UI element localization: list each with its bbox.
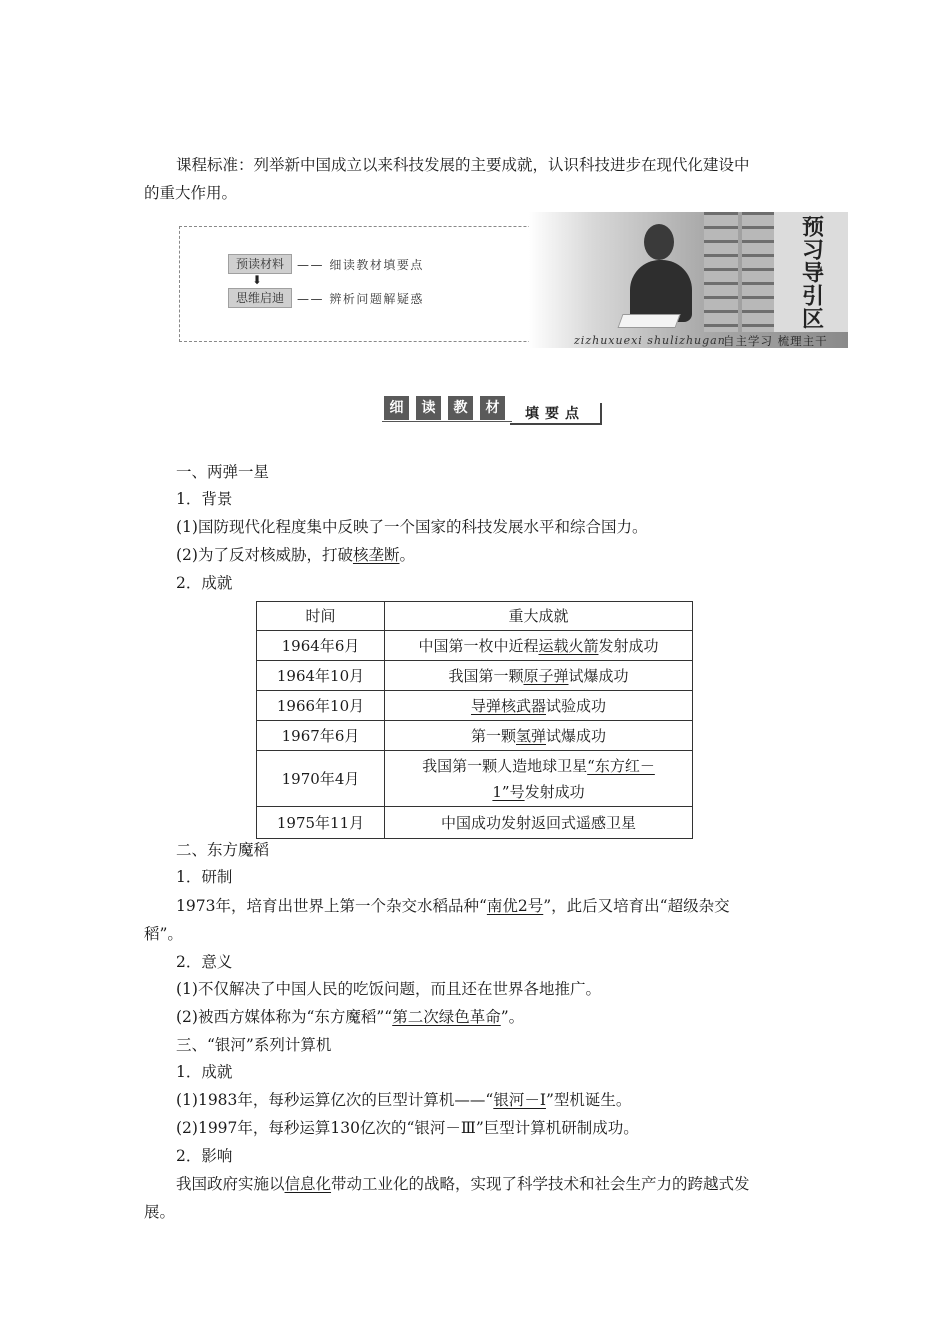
achievements-table <box>256 601 693 839</box>
paragraph-3-cont: 稻”。 <box>144 925 183 943</box>
table-row <box>257 631 693 661</box>
answer-underline: 信息化 <box>284 1175 332 1193</box>
banner-pinyin: zizhuxuexi shulizhugan <box>574 334 726 347</box>
step-preview-desc: —— 细读教材填要点 <box>297 258 424 272</box>
subheading-impact: 2．影响 <box>176 1147 233 1165</box>
paragraph-2: (2)为了反对核威胁，打破核垄断。 <box>176 546 415 564</box>
subheading-computer-achievements: 1．成就 <box>176 1063 233 1081</box>
answer-underline: 第二次绿色革命 <box>392 1008 501 1026</box>
subheading-background: 1．背景 <box>176 490 233 508</box>
subheading-achievements: 2．成就 <box>176 574 233 592</box>
table-cell-achievement: 中国成功发射返回式遥感卫星 <box>385 807 693 839</box>
table-cell-time: 1966年10月 <box>257 691 385 721</box>
heading-section-1: 一、两弹一星 <box>176 463 270 481</box>
answer-underline: 核垄断 <box>352 546 400 564</box>
course-standard-line1: 课程标准：列举新中国成立以来科技发展的主要成就，认识科技进步在现代化建设中 <box>176 156 750 174</box>
section-underline <box>382 421 512 422</box>
table-row <box>257 721 693 751</box>
paragraph-8-cont: 展。 <box>144 1203 176 1221</box>
table-cell-time: 1964年6月 <box>257 631 385 661</box>
section-chip: 材 <box>480 396 505 420</box>
step-thinking-desc: —— 辨析问题解疑惑 <box>297 292 424 306</box>
section-tail: 填要点 <box>510 403 602 425</box>
course-standard-line2: 的重大作用。 <box>144 184 238 202</box>
table-cell-achievement: 我国第一颗人造地球卫星“东方红－ 1”号发射成功 <box>385 751 693 807</box>
table-row <box>257 661 693 691</box>
table-cell-time: 1967年6月 <box>257 721 385 751</box>
answer-underline: 南优2号 <box>486 897 544 915</box>
paragraph-6: (1)1983年，每秒运算亿次的巨型计算机——“银河－Ⅰ”型机诞生。 <box>176 1091 632 1109</box>
paragraph-7: (2)1997年，每秒运算130亿次的“银河－Ⅲ”巨型计算机研制成功。 <box>176 1119 639 1137</box>
answer-underline: 银河－Ⅰ <box>493 1091 546 1109</box>
heading-section-2: 二、东方魔稻 <box>176 841 270 859</box>
table-cell-time: 1975年11月 <box>257 807 385 839</box>
paragraph-1: (1)国防现代化程度集中反映了一个国家的科技发展水平和综合国力。 <box>176 518 648 536</box>
section-chip: 读 <box>416 396 441 420</box>
section-banner <box>382 393 602 427</box>
bookshelf-icon <box>704 212 738 332</box>
subheading-significance: 2．意义 <box>176 953 233 971</box>
section-chip: 细 <box>384 396 409 420</box>
table-cell-achievement: 中国第一枚中近程运载火箭发射成功 <box>385 631 693 661</box>
subheading-research: 1．研制 <box>176 868 233 886</box>
step-thinking: 思维启迪 <box>228 288 292 308</box>
step-preview-material: 预读材料 <box>228 254 292 274</box>
section-chip: 教 <box>448 396 473 420</box>
table-row <box>257 807 693 839</box>
paragraph-4: (1)不仅解决了中国人民的吃饭问题，而且还在世界各地推广。 <box>176 980 601 998</box>
banner-side-title: 预习导引区 <box>774 212 848 332</box>
table-cell-achievement: 我国第一颗原子弹试爆成功 <box>385 661 693 691</box>
table-cell-achievement: 导弹核武器试验成功 <box>385 691 693 721</box>
arrow-down-icon: ⬇ <box>252 273 263 287</box>
heading-section-3: 三、“银河”系列计算机 <box>176 1036 332 1054</box>
preview-banner <box>179 212 848 348</box>
reading-student-icon <box>626 224 696 334</box>
table-cell-time: 1964年10月 <box>257 661 385 691</box>
paragraph-5: (2)被西方媒体称为“东方魔稻”“第二次绿色革命”。 <box>176 1008 525 1026</box>
table-row <box>257 751 693 807</box>
banner-footer-text: 自主学习 梳理主干 <box>723 334 828 348</box>
paragraph-3: 1973年，培育出世界上第一个杂交水稻品种“南优2号”，此后又培育出“超级杂交 <box>176 897 730 915</box>
paragraph-8: 我国政府实施以信息化带动工业化的战略，实现了科学技术和社会生产力的跨越式发 <box>176 1175 750 1193</box>
table-cell-achievement: 第一颗氢弹试爆成功 <box>385 721 693 751</box>
table-header-row <box>257 602 693 631</box>
bookshelf-icon <box>742 212 776 332</box>
table-row <box>257 691 693 721</box>
table-header-time: 时间 <box>257 602 385 631</box>
table-header-achievement: 重大成就 <box>385 602 693 631</box>
table-cell-time: 1970年4月 <box>257 751 385 807</box>
